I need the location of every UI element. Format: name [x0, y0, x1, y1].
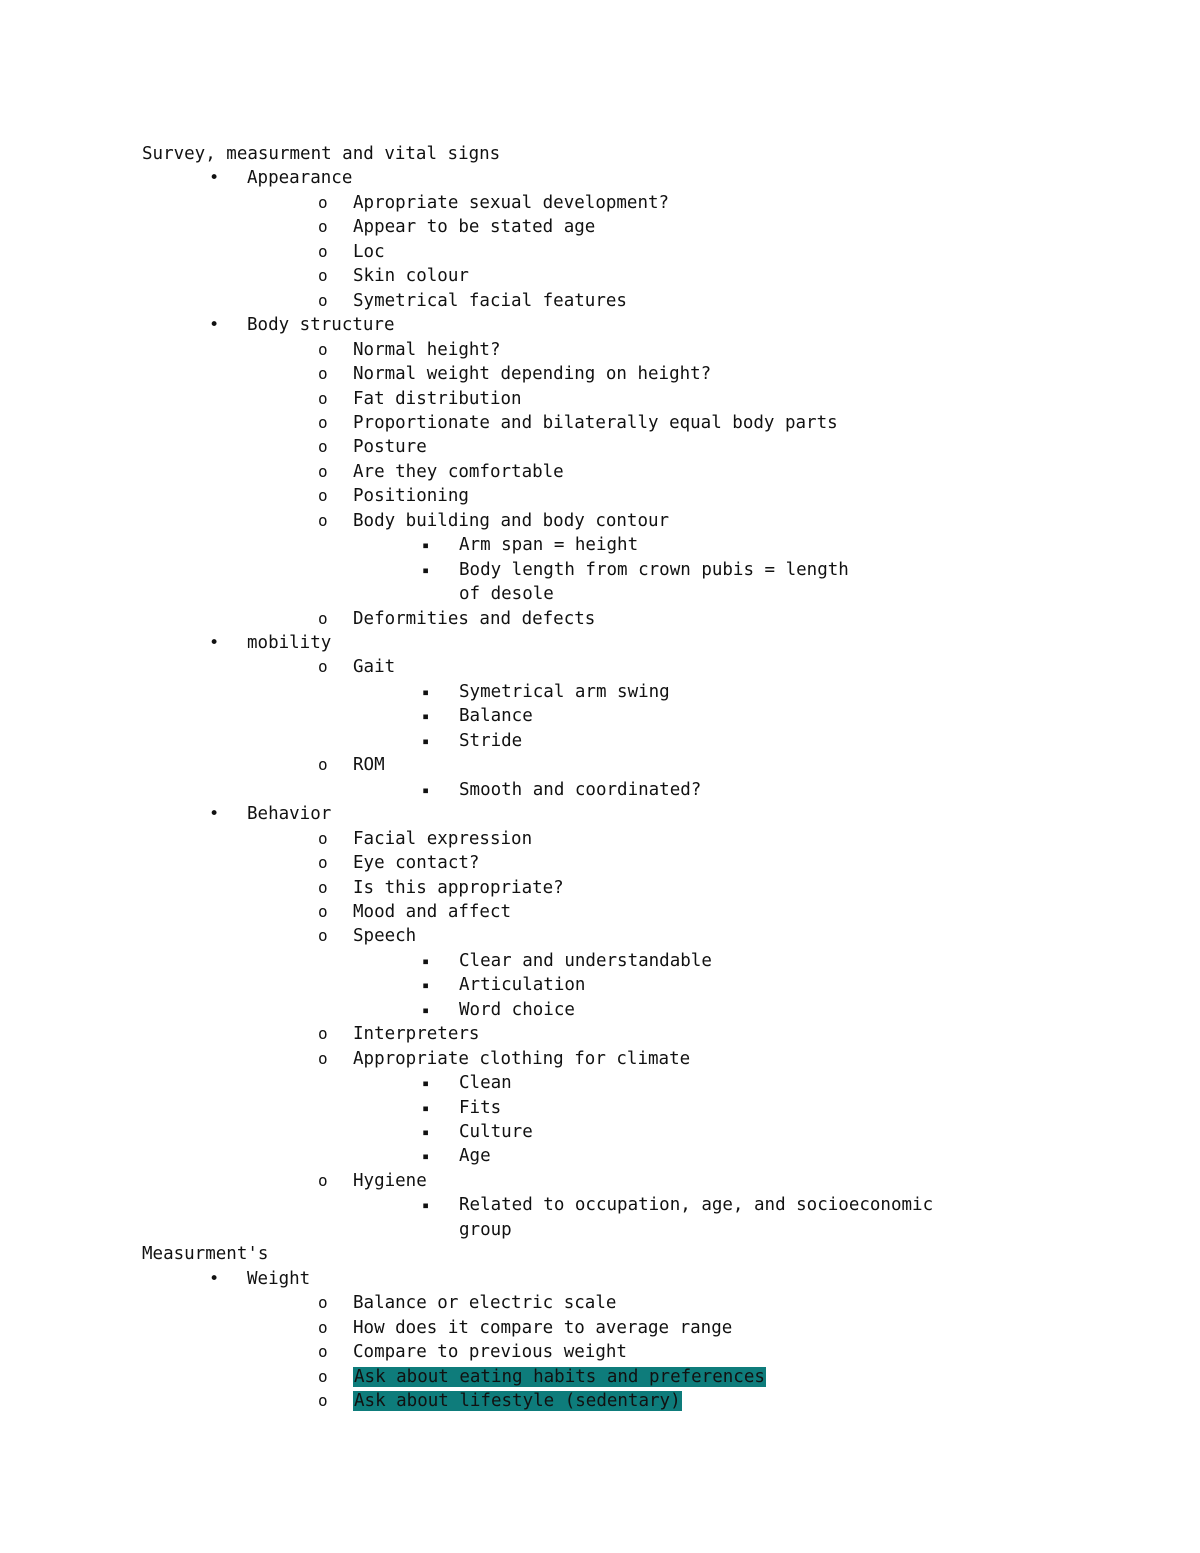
- list-item-level-2: Interpreters: [353, 1024, 480, 1045]
- list-item-level-3: Fits: [459, 1097, 502, 1118]
- list-item-level-2: Apropriate sexual development?: [353, 192, 670, 213]
- list-item-level-2: Appear to be stated age: [353, 217, 596, 238]
- list-item-level-2: ROM: [353, 755, 385, 776]
- bullet-circle: o: [318, 412, 328, 432]
- bullet-square: ▪: [422, 684, 430, 699]
- list-item-level-2: Loc: [353, 241, 385, 262]
- bullet-circle: o: [318, 1048, 328, 1068]
- bullet-square: ▪: [422, 562, 430, 577]
- bullet-circle: o: [318, 290, 328, 310]
- section-heading: Measurment's: [142, 1244, 269, 1265]
- list-item-level-2: [353, 1389, 682, 1413]
- list-item-level-2: Is this appropriate?: [353, 877, 564, 898]
- bullet-square: ▪: [422, 1002, 430, 1017]
- list-item-level-2: Positioning: [353, 486, 469, 507]
- bullet-square: ▪: [422, 782, 430, 797]
- list-item-level-3: Culture: [459, 1122, 533, 1142]
- list-item-level-3: Symetrical arm swing: [459, 681, 670, 702]
- bullet-square: ▪: [422, 1149, 430, 1164]
- list-item-level-3: Clear and understandable: [459, 950, 712, 971]
- list-item-level-1: Body structure: [247, 315, 395, 336]
- bullet-circle: o: [318, 241, 328, 261]
- list-item-level-1: mobility: [247, 633, 332, 653]
- bullet-circle: o: [318, 1391, 328, 1410]
- bullet-disc: •: [209, 633, 220, 653]
- bullet-circle: o: [318, 828, 328, 848]
- bullet-square: ▪: [422, 978, 430, 993]
- list-item-level-1: Weight: [247, 1268, 311, 1289]
- list-item-level-3: Balance: [459, 706, 533, 727]
- list-item-level-2: Symetrical facial features: [353, 290, 627, 311]
- bullet-circle: o: [318, 339, 328, 359]
- bullet-square: ▪: [422, 1076, 430, 1091]
- bullet-circle: o: [318, 657, 328, 677]
- highlighted-text: Ask about eating habits and preferences: [354, 1366, 765, 1387]
- list-item-level-2: Proportionate and bilaterally equal body parts: [353, 412, 838, 433]
- list-item-level-3: Articulation: [459, 975, 586, 996]
- list-item-level-2: Balance or electric scale: [353, 1293, 617, 1314]
- bullet-circle: o: [318, 608, 328, 628]
- list-item-level-1: Behavior: [247, 804, 332, 825]
- section-heading: Survey, measurment and vital signs: [142, 144, 501, 164]
- bullet-circle: o: [318, 1293, 328, 1313]
- bullet-circle: o: [318, 1317, 328, 1337]
- list-item-level-2: [353, 1365, 766, 1389]
- bullet-circle: o: [318, 1024, 328, 1044]
- list-item-level-2: Facial expression: [353, 828, 533, 849]
- list-item-level-2: Deformities and defects: [353, 608, 596, 629]
- bullet-circle: o: [318, 510, 328, 530]
- list-item-level-2: Skin colour: [353, 266, 469, 287]
- list-item-continuation: of desole: [459, 584, 554, 605]
- bullet-disc: •: [209, 168, 220, 189]
- bullet-circle: o: [318, 1366, 328, 1386]
- list-item-level-2: Speech: [353, 926, 417, 947]
- list-item-level-2: Are they comfortable: [353, 461, 564, 482]
- bullet-circle: o: [318, 461, 328, 481]
- bullet-square: ▪: [422, 1198, 430, 1213]
- bullet-circle: o: [318, 901, 328, 921]
- bullet-circle: o: [318, 217, 328, 237]
- bullet-circle: o: [318, 926, 328, 946]
- list-item-level-3: Age: [459, 1146, 491, 1167]
- bullet-disc: •: [209, 804, 220, 825]
- bullet-square: ▪: [422, 1125, 430, 1139]
- bullet-square: ▪: [422, 1100, 430, 1115]
- highlighted-text: Ask about lifestyle (sedentary): [354, 1391, 681, 1411]
- list-item-level-3: Body length from crown pubis = length: [459, 559, 849, 580]
- list-item-level-3: Smooth and coordinated?: [459, 779, 702, 800]
- list-item-level-2: Appropriate clothing for climate: [353, 1048, 691, 1069]
- bullet-disc: •: [209, 315, 220, 336]
- list-item-level-3: Stride: [459, 730, 523, 751]
- list-item-level-2: Hygiene: [353, 1170, 427, 1191]
- bullet-circle: o: [318, 192, 328, 212]
- bullet-circle: o: [318, 755, 328, 775]
- bullet-circle: o: [318, 364, 328, 383]
- list-item-continuation: group: [459, 1219, 512, 1240]
- list-item-level-2: Fat distribution: [353, 388, 522, 409]
- bullet-circle: o: [318, 486, 328, 506]
- list-item-level-2: Gait: [353, 657, 396, 678]
- bullet-disc: •: [209, 1268, 220, 1289]
- list-item-level-2: How does it compare to average range: [353, 1317, 733, 1338]
- list-item-level-3: Word choice: [459, 999, 575, 1020]
- bullet-square: ▪: [422, 733, 430, 748]
- bullet-circle: o: [318, 877, 328, 897]
- list-item-level-1: Appearance: [247, 168, 353, 189]
- list-item-level-2: Body building and body contour: [353, 510, 670, 531]
- list-item-level-3: Clean: [459, 1073, 512, 1094]
- bullet-circle: o: [318, 1170, 328, 1190]
- bullet-square: ▪: [422, 538, 430, 553]
- list-item-level-2: Posture: [353, 437, 427, 458]
- list-item-level-2: Compare to previous weight: [353, 1342, 627, 1362]
- list-item-level-2: Mood and affect: [353, 901, 512, 922]
- list-item-level-2: Normal weight depending on height?: [353, 364, 712, 384]
- bullet-square: ▪: [422, 709, 430, 724]
- list-item-level-2: Eye contact?: [353, 853, 480, 873]
- bullet-circle: o: [318, 853, 328, 872]
- bullet-square: ▪: [422, 953, 430, 968]
- list-item-level-2: Normal height?: [353, 339, 501, 360]
- bullet-circle: o: [318, 1342, 328, 1361]
- bullet-circle: o: [318, 437, 328, 457]
- bullet-circle: o: [318, 266, 328, 286]
- bullet-circle: o: [318, 388, 328, 408]
- list-item-level-3: Arm span = height: [459, 535, 639, 556]
- list-item-level-3: Related to occupation, age, and socioeconomic: [459, 1195, 934, 1216]
